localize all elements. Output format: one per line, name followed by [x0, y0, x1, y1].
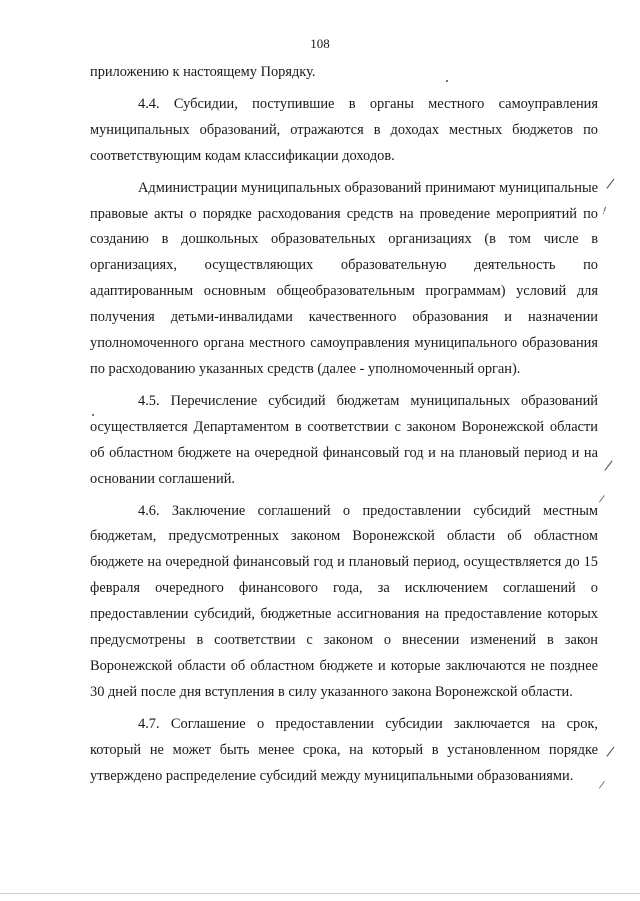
- paragraph-4-4: 4.4. Субсидии, поступившие в органы местного самоуправления муниципальных образований, отражаются в доходах местных бюджетов по соответствующим кодам классификации доходов.: [90, 95, 598, 164]
- paragraph-4-7: 4.7. Соглашение о предоставлении субсидии заключается на срок, который не может быть менее срока, на который в установленном порядке утверждено распределение субсидий между муниципальными образованиями.: [90, 715, 598, 784]
- margin-tick-mark: /: [598, 779, 606, 792]
- paragraph-continuation: приложению к настоящему Порядку.: [90, 64, 316, 80]
- margin-tick-mark: !: [600, 205, 608, 218]
- margin-tick-mark: /: [603, 457, 614, 475]
- margin-tick-mark: /: [598, 493, 606, 506]
- paragraph-4-5: 4.5. Перечисление субсидий бюджетам муниципальных образований осуществляется Департаментом в соответствии с законом Воронежской области об областном бюджете на очередной финансовый год и на плановый период и на основании соглашений.: [90, 392, 598, 487]
- paragraph-4-6: 4.6. Заключение соглашений о предоставлении субсидий местным бюджетам, предусмотренных законом Воронежской области об областном бюджете на очередной финансовый год и плановый период, осуществляется до 15 февраля очередного финансового года, за исключением соглашений о предоставлении субсидий, бюджетные ассигнования на предоставление которых предусмотрены в соответствии с законом о внесении изменений в закон Воронежской области об областном бюджете и которые заключаются не позднее 30 дней после дня вступления в силу указанного закона Воронежской области.: [90, 502, 598, 700]
- scan-speck: [446, 80, 448, 82]
- body-text: [90, 60, 598, 789]
- margin-tick-mark: /: [605, 175, 616, 193]
- page-number: 108: [310, 36, 330, 51]
- paragraph-administrations: Администрации муниципальных образований принимают муниципальные правовые акты о порядке расходования средств на проведение мероприятий по созданию в дошкольных образовательных организациях (в том числе в организациях, осуществляющих образовательную деятельность по адаптированным основным общеобразовательным программам) условий для получения детьми-инвалидами качественного образования и назначении уполномоченного органа местного самоуправления муниципального образования по расходованию указанных средств (далее - уполномоченный орган).: [90, 179, 598, 377]
- scan-speck: [92, 414, 94, 416]
- margin-tick-mark: /: [605, 743, 616, 761]
- page-bottom-edge: [0, 893, 640, 894]
